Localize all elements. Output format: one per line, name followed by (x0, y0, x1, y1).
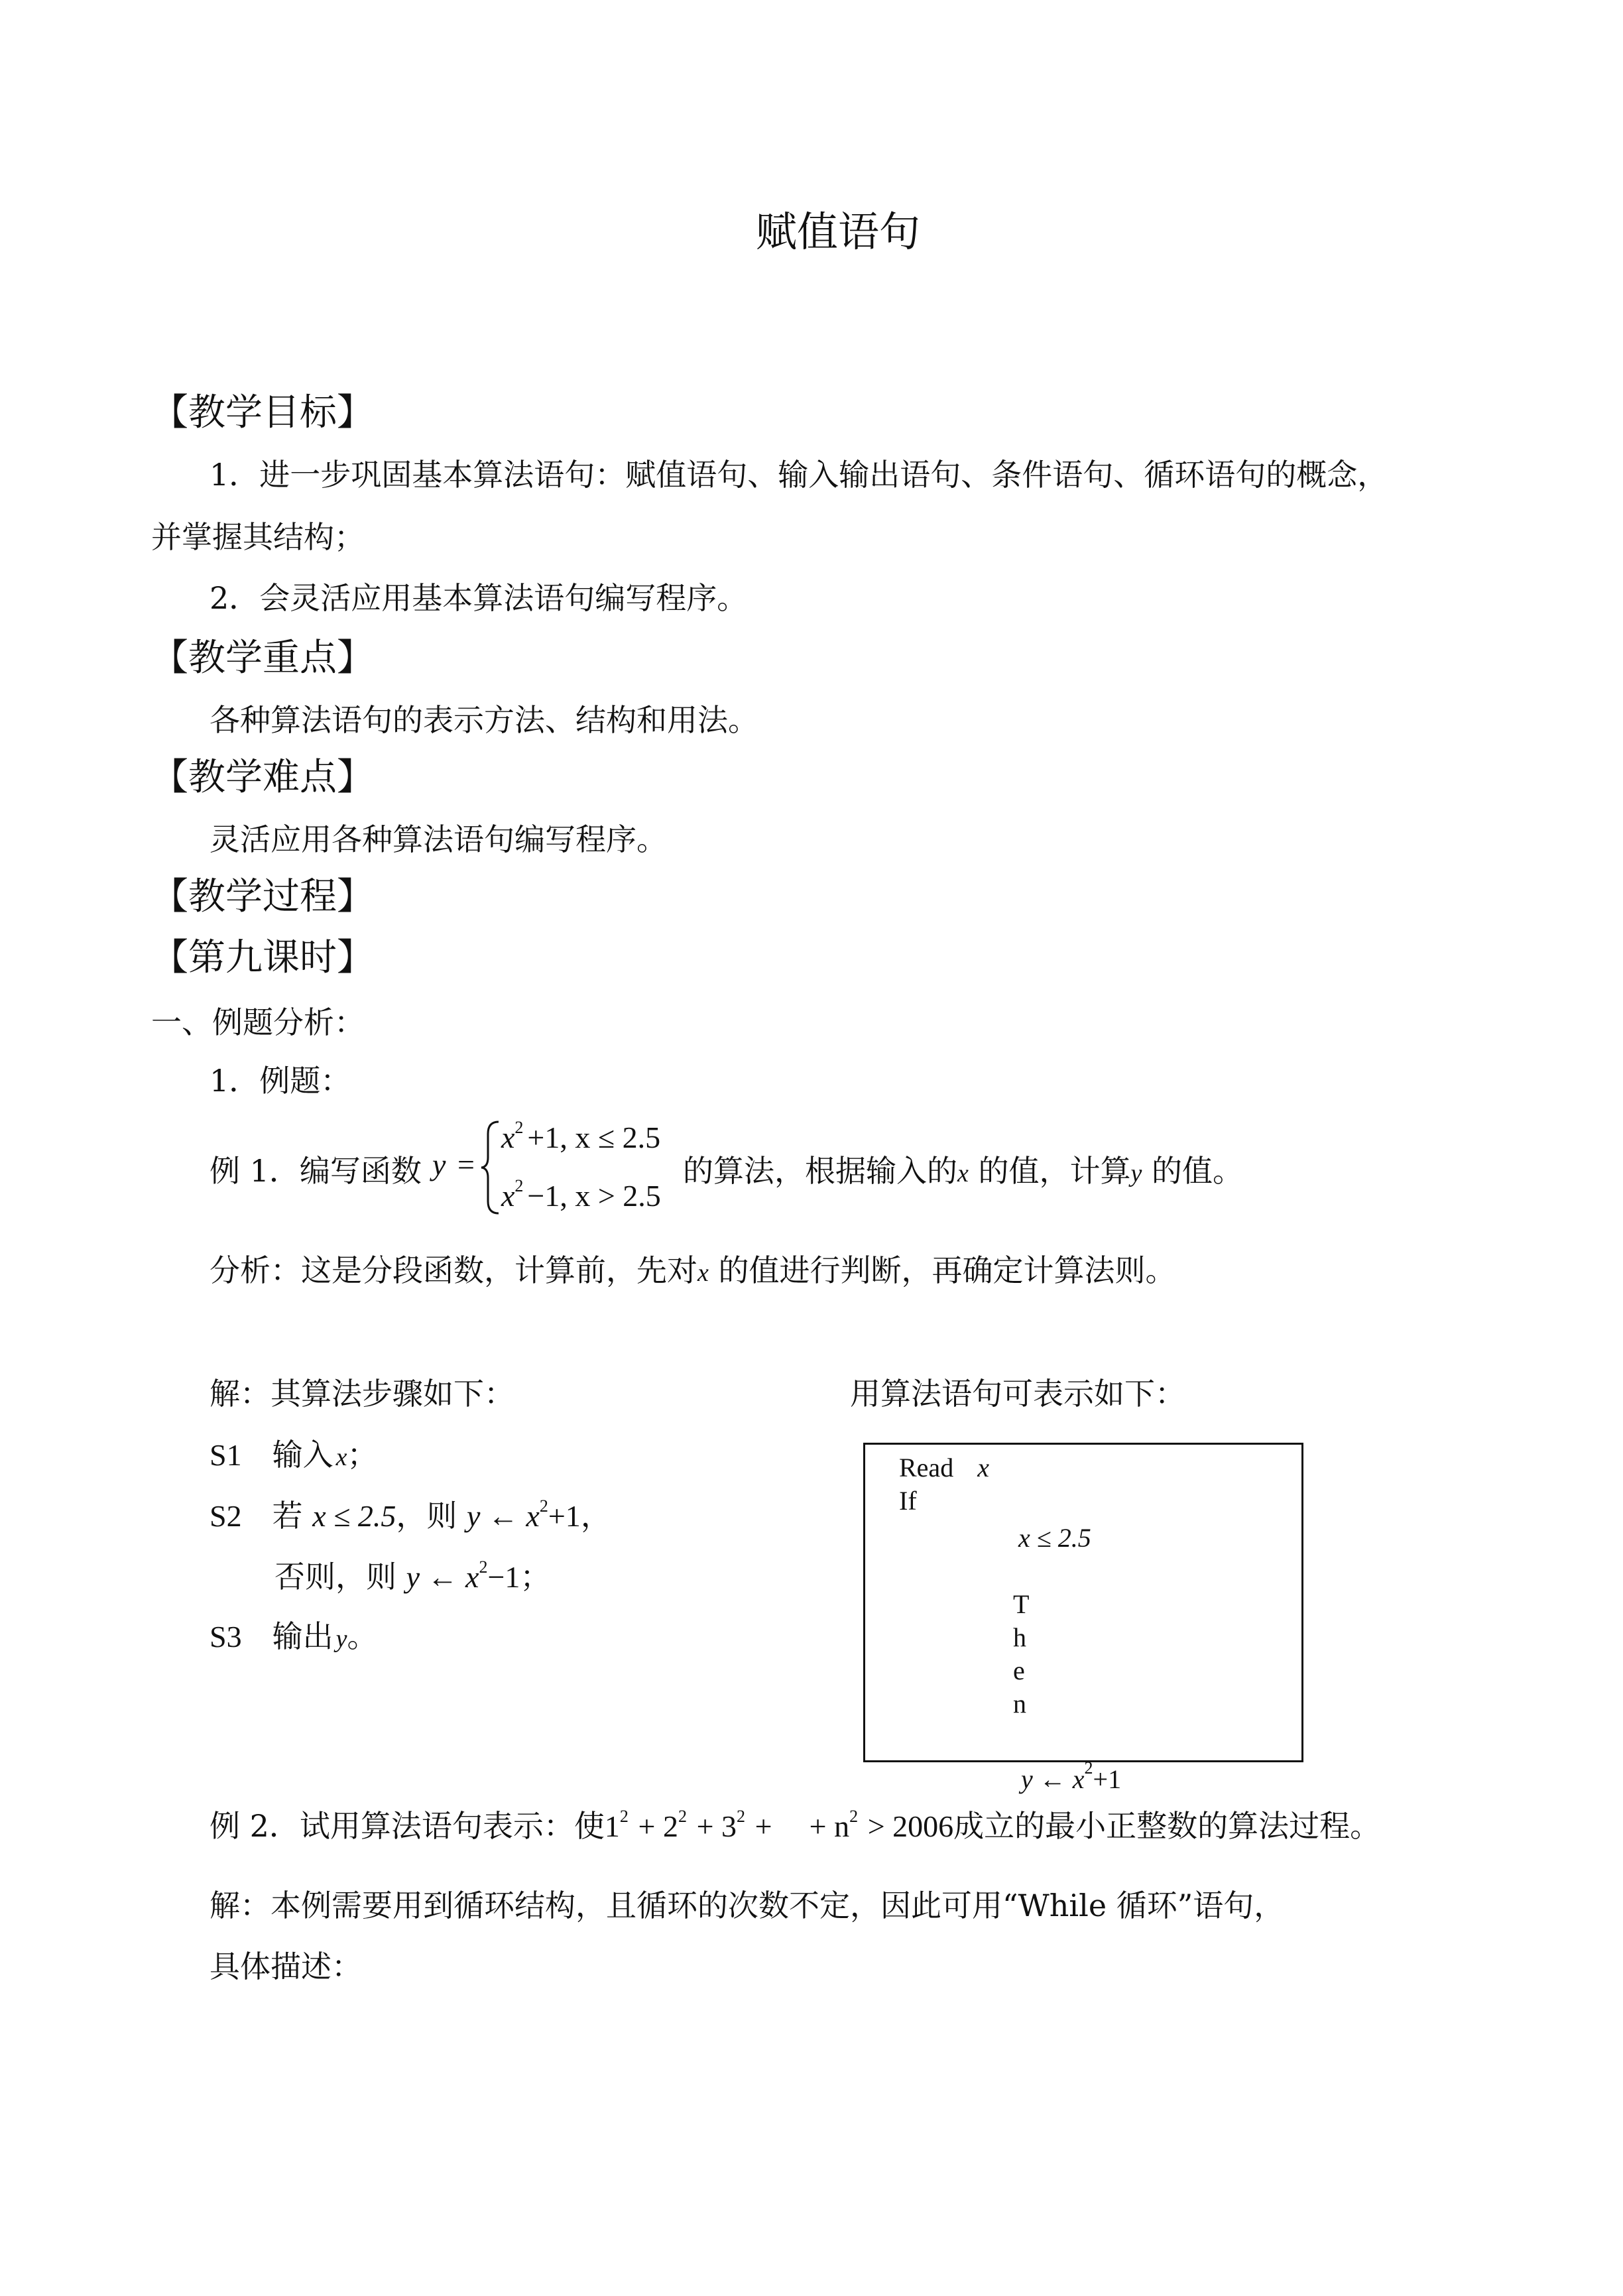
code-then-t: T (1013, 1589, 1030, 1619)
key-points-heading: 【教学重点】 (151, 636, 374, 680)
step-s3: S3 输出 y。 (210, 1618, 378, 1654)
analysis-text: 分析：这是分段函数，计算前，先对x 的值进行判断，再确定计算法则。 (210, 1252, 1176, 1288)
code-if-line: If (899, 1486, 917, 1516)
lesson-heading: 【第九课时】 (151, 936, 374, 979)
solution-right-heading: 用算法语句可表示如下： (850, 1376, 1185, 1412)
piecewise-case-1: $x^2 +1$, x ≤ 2.5 (501, 1118, 661, 1154)
code-read-line: Read x (899, 1453, 989, 1482)
examples-part-title: 一、例题分析： (151, 1004, 365, 1040)
page-title: 赋值语句 (756, 208, 921, 256)
example-1-suffix: 的算法，根据输入的x 的值，计算y 的值。 (683, 1153, 1243, 1189)
step-s2-else: 否则，则 y ← $x^2-1$； (274, 1557, 551, 1595)
piecewise-case-2: $x^2 -1$, x > 2.5 (501, 1176, 661, 1213)
example-2-solution-line-1: 解：本例需要用到循环结构，且循环的次数不定，因此可用“While 循环”语句， (210, 1888, 1285, 1923)
objectives-heading: 【教学目标】 (151, 391, 374, 434)
example-1-y: y (432, 1148, 446, 1181)
difficulties-heading: 【教学难点】 (151, 756, 374, 799)
solution-left-heading: 解：其算法步骤如下： (210, 1376, 514, 1412)
code-condition: x ≤ 2.5 (1018, 1523, 1091, 1553)
code-then-e: e (1013, 1656, 1025, 1685)
piecewise-brace (479, 1119, 504, 1216)
examples-sub-title: 1．例题： (210, 1063, 351, 1099)
example-1-eq: = (457, 1148, 475, 1181)
key-points-text: 各种算法语句的表示方法、结构和用法。 (210, 702, 758, 738)
step-s1: S1 输入 x； (210, 1437, 378, 1473)
code-assign: y ← $x^2+1$ (1021, 1758, 1122, 1794)
example-2-solution-line-2: 具体描述： (210, 1949, 362, 1984)
example-1-prefix: 例 1．编写函数 (210, 1153, 422, 1189)
pseudocode-box (863, 1443, 1303, 1762)
code-then-n: n (1013, 1689, 1026, 1719)
objective-item-1: 1．进一步巩固基本算法语句：赋值语句、输入输出语句、条件语句、循环语句的概念， (210, 457, 1388, 493)
difficulties-text: 灵活应用各种算法语句编写程序。 (210, 821, 667, 857)
code-then-h: h (1013, 1622, 1026, 1652)
example-2: 例 2．试用算法语句表示：使$1^2 + 2^2 + 3^2$ + + $n^2 > 2006$成立的最小正整数的算法过程。 (210, 1807, 1381, 1844)
step-s2: S2 若 x ≤ 2.5，则 y ← $x^2+1$， (210, 1496, 611, 1534)
objective-item-1-cont: 并掌握其结构； (151, 519, 365, 555)
objective-item-2: 2．会灵活应用基本算法语句编写程序。 (210, 580, 748, 616)
process-heading: 【教学过程】 (151, 875, 374, 918)
